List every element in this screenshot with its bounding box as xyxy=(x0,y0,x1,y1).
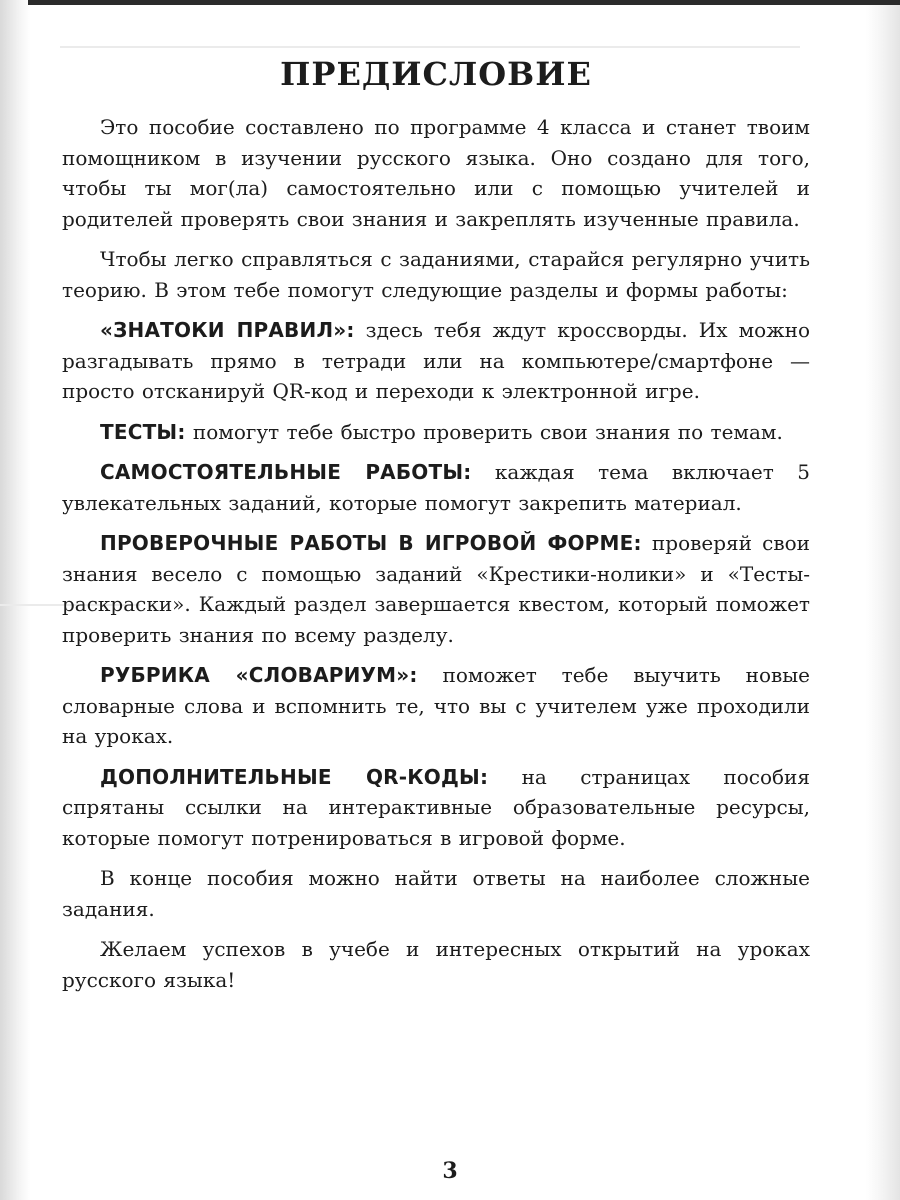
preface-paragraph-theory xyxy=(62,244,810,305)
paragraph-lead: РУБРИКА «СЛОВАРИУМ»: xyxy=(100,663,418,687)
paragraph-lead: ПРОВЕРОЧНЫЕ РАБОТЫ В ИГРОВОЙ ФОРМЕ: xyxy=(100,531,642,555)
paragraph-lead: ТЕСТЫ: xyxy=(100,419,186,444)
scan-right-margin xyxy=(866,0,900,1200)
preface-paragraph-intro xyxy=(62,112,810,234)
paragraph-text: на страницах пособия спрятаны ссылки на интерактивные образовательные ресурсы, которые помогут потренироваться в игровой форме. xyxy=(62,764,810,850)
paragraph-lead: САМОСТОЯТЕЛЬНЫЕ РАБОТЫ: xyxy=(100,460,472,484)
preface-paragraph-znatoki xyxy=(62,315,810,407)
document-page xyxy=(62,50,810,1005)
paragraph-text: здесь тебя ждут кроссворды. Их можно разгадывать прямо в тетради или на компьютере/смартфоне — просто отсканируй QR-код и переходи к электронной игре. xyxy=(62,318,810,403)
preface-paragraph-tests xyxy=(62,417,810,448)
paragraph-text: Это пособие составлено по программе 4 класса и станет твоим помощником в изучении русского языка. Оно создано для того, чтобы ты мог(ла) самостоятельно или с помощью учителей и родителей проверять свои знания и закреплять изученные правила. xyxy=(62,115,810,231)
scan-left-margin xyxy=(0,0,30,1200)
preface-paragraph-answers xyxy=(62,863,810,924)
page-title: ПРЕДИСЛОВИЕ xyxy=(280,55,592,93)
paragraph-lead: «ЗНАТОКИ ПРАВИЛ»: xyxy=(100,318,355,342)
preface-paragraph-wishes xyxy=(62,934,810,995)
paragraph-text: Чтобы легко справляться с заданиями, старайся регулярно учить теорию. В этом тебе помогут следующие разделы и формы работы: xyxy=(62,247,810,302)
scan-top-edge xyxy=(28,0,900,5)
page-number: 3 xyxy=(442,1158,458,1184)
preface-paragraph-slovarium xyxy=(62,660,810,752)
preface-paragraph-independent-work xyxy=(62,457,810,518)
preface-paragraph-qr-codes xyxy=(62,762,810,854)
paragraph-text: В конце пособия можно найти ответы на наиболее сложные задания. xyxy=(62,866,810,921)
paragraph-text: Желаем успехов в учебе и интересных открытий на уроках русского языка! xyxy=(62,937,810,992)
paragraph-text: помогут тебе быстро проверить свои знания по темам. xyxy=(185,419,783,444)
bleed-through-rule xyxy=(60,46,800,48)
paragraph-lead: ДОПОЛНИТЕЛЬНЫЕ QR-КОДЫ: xyxy=(100,764,489,789)
paragraph-text: каждая тема включает 5 увлекательных заданий, которые помогут закрепить материал. xyxy=(62,460,810,515)
paragraph-text: проверяй свои знания весело с помощью заданий «Крестики-нолики» и «Тесты-раскраски». Каждый раздел завершается квестом, который поможет проверить знания по всему разделу. xyxy=(62,531,810,647)
preface-paragraph-game-checks xyxy=(62,528,810,650)
preface-body xyxy=(62,112,810,995)
paragraph-text: поможет тебе выучить новые словарные слова и вспомнить те, что вы с учителем уже проходили на уроках. xyxy=(62,663,811,748)
